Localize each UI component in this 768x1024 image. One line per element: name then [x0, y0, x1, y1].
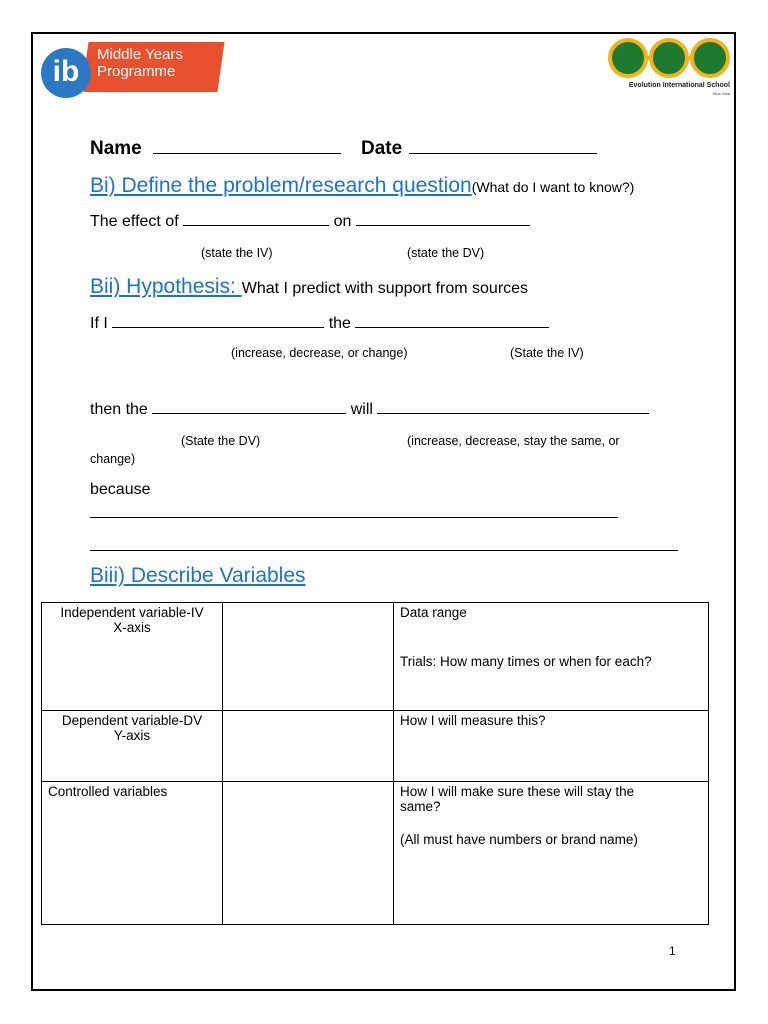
logo-line-2: Programme — [97, 63, 176, 80]
logo-ring-2 — [649, 38, 689, 78]
hint-state-iv: (state the IV) — [201, 246, 273, 260]
then-label: then the — [90, 401, 148, 418]
if-field[interactable] — [112, 326, 324, 328]
ib-mark: ib — [41, 48, 91, 98]
because-label: because — [90, 481, 151, 498]
dv-field[interactable] — [356, 224, 530, 226]
effect-on: on — [333, 213, 352, 230]
section-bii-heading: Bii) Hypothesis: — [90, 275, 242, 298]
row-label: Dependent variable-DV — [61, 713, 203, 728]
cell-prompt: How I will measure this? — [400, 713, 546, 728]
hint-state-dv-2: (State the DV) — [181, 434, 261, 448]
iv-field[interactable] — [183, 224, 329, 226]
then-field[interactable] — [152, 412, 346, 414]
ib-myp-logo — [41, 42, 221, 100]
page-number: 1 — [669, 944, 676, 958]
logo-ring-3 — [690, 38, 730, 78]
hint-change: (increase, decrease, or change) — [231, 346, 408, 360]
row-label: Independent variable-IV — [60, 605, 204, 620]
controlled-entry-cell[interactable] — [223, 782, 394, 925]
row-label-sub: X-axis — [113, 620, 151, 635]
section-bi-note: (What do I want to know?) — [471, 179, 635, 195]
controlled-label-cell — [42, 782, 223, 925]
cell-prompt-2: (All must have numbers or brand name) — [400, 832, 638, 847]
school-name: Evolution International School — [628, 82, 730, 89]
iv-label-cell — [42, 603, 223, 711]
cell-prompt: Data range — [400, 605, 467, 620]
if-row — [90, 315, 549, 333]
row-label: Controlled variables — [48, 784, 168, 799]
dv-notes-cell[interactable] — [394, 711, 709, 782]
because-line-1[interactable] — [90, 517, 618, 518]
variables-table — [41, 602, 709, 925]
date-row — [361, 138, 597, 160]
will-field[interactable] — [377, 412, 649, 414]
row-label-sub: Y-axis — [113, 728, 151, 743]
logo-text — [97, 46, 183, 80]
iv-notes-cell[interactable] — [394, 603, 709, 711]
controlled-notes-cell[interactable] — [394, 782, 709, 925]
table-row — [42, 782, 709, 925]
name-label: Name — [90, 138, 142, 159]
section-bi-heading: Bi) Define the problem/research question — [90, 174, 472, 197]
the-label: the — [328, 315, 351, 332]
effect-prefix: The effect of — [90, 213, 179, 230]
table-row — [42, 603, 709, 711]
hint-change-cont: change) — [90, 452, 136, 466]
section-bi-heading-row — [90, 174, 634, 198]
hint-state-iv-2: (State the IV) — [510, 346, 584, 360]
date-label: Date — [361, 138, 403, 159]
dv-label-cell — [42, 711, 223, 782]
iv-entry-cell[interactable] — [223, 603, 394, 711]
name-field[interactable] — [153, 152, 341, 154]
the-field[interactable] — [355, 326, 549, 328]
dv-entry-cell[interactable] — [223, 711, 394, 782]
date-field[interactable] — [409, 152, 597, 154]
section-biii-heading: Biii) Describe Variables — [90, 564, 306, 587]
school-logo — [606, 38, 730, 102]
logo-line-1: Middle Years — [97, 46, 183, 63]
because-line-2[interactable] — [90, 550, 678, 551]
if-label: If I — [90, 315, 108, 332]
name-row — [90, 138, 341, 160]
section-bii-heading-row — [90, 275, 528, 299]
section-bii-note: What I predict with support from sources — [241, 280, 529, 297]
worksheet-page — [31, 32, 736, 991]
cell-prompt: How I will make sure these will stay the same? — [400, 784, 635, 814]
effect-row — [90, 213, 530, 231]
hint-stay-same: (increase, decrease, stay the same, or — [407, 434, 620, 448]
will-label: will — [350, 401, 373, 418]
table-row — [42, 711, 709, 782]
logo-ring-1 — [608, 38, 648, 78]
then-row — [90, 401, 649, 419]
school-subtitle: New Giza — [712, 91, 730, 96]
cell-prompt-2: Trials: How many times or when for each? — [400, 654, 652, 669]
hint-state-dv: (state the DV) — [407, 246, 485, 260]
